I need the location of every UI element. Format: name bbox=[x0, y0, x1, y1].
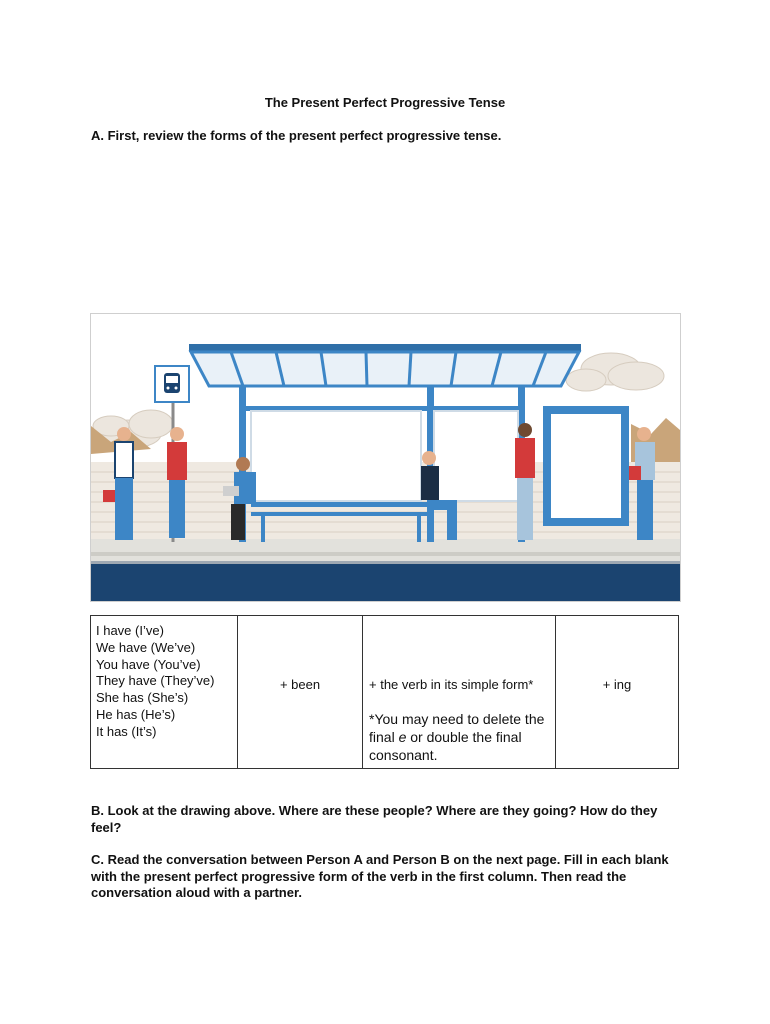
section-b-question: B. Look at the drawing above. Where are these people? Where are they going? How do they feel? bbox=[91, 803, 658, 835]
person-man-red-shirt bbox=[515, 423, 535, 540]
subject-item: They have (They’ve) bbox=[96, 673, 215, 689]
section-c-instructions: C. Read the conversation between Person A and Person B on the next page. Fill in each blank with the present perfect progressive form of the verb in the first column. Then read the conversation aloud with a partner. bbox=[91, 852, 669, 900]
road bbox=[91, 564, 680, 601]
been-text: + been bbox=[279, 677, 321, 692]
subject-item: We have (We’ve) bbox=[96, 639, 196, 655]
subject-cell bbox=[91, 616, 238, 769]
subject-item: I have (I’ve) bbox=[96, 623, 164, 638]
spelling-note: *You may need to delete the final e or double the final consonant. bbox=[369, 711, 545, 763]
glass-panel bbox=[251, 411, 421, 501]
sidewalk bbox=[91, 539, 680, 561]
ing-text: + ing bbox=[602, 677, 632, 692]
ing-cell bbox=[556, 616, 679, 769]
verb-cell bbox=[363, 616, 556, 769]
subject-item: You have (You’ve) bbox=[96, 656, 201, 672]
subject-item: It has (It’s) bbox=[96, 723, 157, 739]
subject-list bbox=[91, 616, 237, 741]
forms-table bbox=[90, 615, 679, 769]
page-title: The Present Perfect Progressive Tense bbox=[264, 95, 506, 110]
shelter-canopy bbox=[189, 344, 581, 386]
bus-icon bbox=[164, 373, 180, 393]
subject-item: He has (He’s) bbox=[96, 706, 176, 722]
been-cell bbox=[238, 616, 363, 769]
section-a-heading: A. First, review the forms of the present perfect progressive tense. bbox=[91, 128, 502, 143]
person-woman-red-jacket bbox=[167, 427, 187, 538]
verb-text: + the verb in its simple form* bbox=[369, 677, 534, 692]
ad-board bbox=[543, 406, 629, 526]
subject-item: She has (She’s) bbox=[96, 690, 189, 706]
bus-stop-illustration bbox=[90, 313, 681, 602]
